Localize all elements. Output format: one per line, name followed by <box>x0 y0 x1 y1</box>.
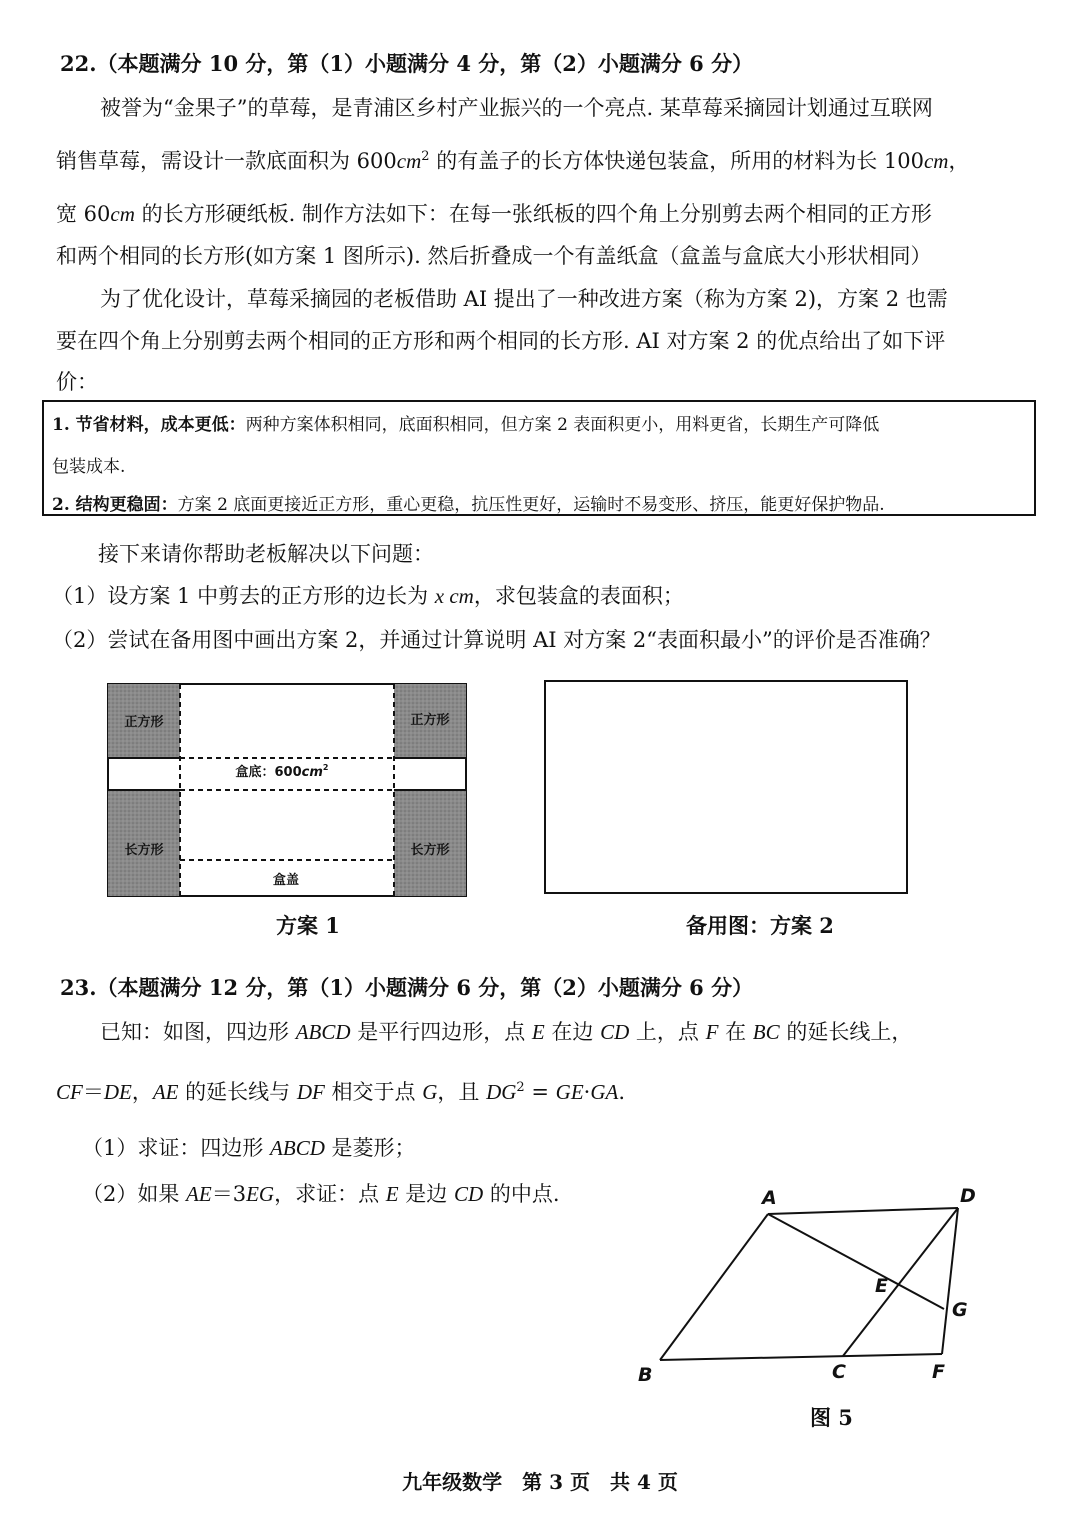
ai-eval-item-1 <box>52 410 879 435</box>
unit-cm: cm <box>444 584 474 608</box>
q22-text: 宽 60 <box>56 202 111 226</box>
q23-text: 在边 <box>544 1020 601 1044</box>
point-label-e: E <box>875 1275 888 1297</box>
variable-x: x <box>434 584 445 608</box>
label-box-lid: 盒盖 <box>272 873 300 888</box>
q23-sub2 <box>82 1178 560 1208</box>
q23-sub1 <box>82 1132 416 1162</box>
math-ae: AE <box>152 1080 179 1104</box>
q23-text: 的延长线与 <box>178 1080 297 1104</box>
q23-header <box>60 972 753 1002</box>
q22-text: 的有盖子的长方体快递包装盒，所用的材料为长 100 <box>429 149 924 173</box>
figure-5 <box>620 1176 1000 1436</box>
q22-p2-line1: 为了优化设计，草莓采摘园的老板借助 AI 提出了一种改进方案（称为方案 2)，方案 2 也需 <box>100 287 948 311</box>
q23-text: 的延长线上， <box>779 1020 913 1044</box>
segment-bf <box>660 1354 942 1360</box>
superscript: 2 <box>516 1080 525 1095</box>
math-abcd: ABCD <box>270 1136 325 1160</box>
plan1-caption: 方案 1 <box>276 913 340 938</box>
math-cd: CD <box>453 1182 484 1206</box>
math-dot: · <box>583 1080 591 1104</box>
math-e: E <box>385 1182 399 1206</box>
label-square-left: 正方形 <box>124 715 164 730</box>
plan2-blank-figure <box>544 680 908 894</box>
q22-text: ， <box>948 149 970 173</box>
q23-text: = <box>524 1080 556 1104</box>
math-de: DE <box>103 1080 132 1104</box>
q23-text: ＝ <box>82 1080 104 1104</box>
math-ga: GA <box>590 1080 619 1104</box>
q22-sub2: （2）尝试在备用图中画出方案 2，并通过计算说明 AI 对方案 2“表面积最小”的评价是否准确？ <box>52 628 941 652</box>
math-cd: CD <box>600 1020 630 1044</box>
math-df: DF <box>296 1080 325 1104</box>
label-square-right: 正方形 <box>410 713 450 728</box>
point-label-f: F <box>932 1361 945 1383</box>
math-ae: AE <box>186 1182 212 1206</box>
ai-eval-item-1-title: 1. 节省材料，成本更低： <box>52 415 246 435</box>
label-rect-left: 长方形 <box>124 843 164 858</box>
q22-number: 22. <box>60 51 97 76</box>
q23-sub2-text: 的中点. <box>483 1182 560 1206</box>
plan2-caption: 备用图：方案 2 <box>686 913 834 938</box>
figure-5-lines <box>660 1208 958 1360</box>
q23-text: ，且 <box>437 1080 487 1104</box>
unit-cm: cm <box>923 149 949 173</box>
point-label-g: G <box>952 1299 968 1321</box>
math-f: F <box>705 1020 719 1044</box>
q22-text: 销售草莓，需设计一款底面积为 600 <box>56 149 397 173</box>
segment-ab <box>660 1214 768 1360</box>
math-g: G <box>422 1080 438 1104</box>
math-bc: BC <box>752 1020 780 1044</box>
unit-cm: cm <box>396 149 422 173</box>
q22-header <box>60 48 753 78</box>
q22-score-info: （本题满分 10 分，第（1）小题满分 4 分，第（2）小题满分 6 分） <box>96 51 754 76</box>
q23-line2 <box>56 1076 625 1106</box>
q23-line1 <box>100 1016 912 1046</box>
q22-p2-line2: 要在四个角上分别剪去两个相同的正方形和两个相同的长方形. AI 对方案 2 的优点给出了如下评 <box>56 329 946 353</box>
ai-eval-item-1-cont: 包装成本. <box>52 457 126 477</box>
page-footer: 九年级数学 第 3 页 共 4 页 <box>402 1470 678 1494</box>
q23-text: 已知：如图，四边形 <box>100 1020 296 1044</box>
q23-text: 相交于点 <box>324 1080 423 1104</box>
q23-sub2-text: ，求证：点 <box>274 1182 386 1206</box>
q23-sub1-text: 是菱形； <box>324 1136 416 1160</box>
ai-evaluation-box <box>42 400 1036 516</box>
ai-eval-item-2-title: 2. 结构更稳固： <box>52 495 178 515</box>
q22-p1-line2 <box>56 145 969 175</box>
math-ge: GE <box>555 1080 584 1104</box>
point-label-d: D <box>960 1185 976 1207</box>
q23-sub2-text: （2）如果 <box>82 1182 187 1206</box>
math-eg: EG <box>246 1182 275 1206</box>
q22-sub1-text: （1）设方案 1 中剪去的正方形的边长为 <box>52 584 435 608</box>
q22-p1-line3 <box>56 198 932 228</box>
q23-sub2-text: ＝3 <box>211 1182 247 1206</box>
q22-p1-line1: 被誉为“金果子”的草莓，是青浦区乡村产业振兴的一个亮点. 某草莓采摘园计划通过互联网 <box>100 96 933 120</box>
math-cf: CF <box>56 1080 83 1104</box>
q22-p1-line4: 和两个相同的长方形(如方案 1 图所示). 然后折叠成一个有盖纸盒（盒盖与盒底大小形状相同） <box>56 244 932 268</box>
q23-sub2-text: 是边 <box>398 1182 454 1206</box>
q23-sub1-text: （1）求证：四边形 <box>82 1136 271 1160</box>
q23-score-info: （本题满分 12 分，第（1）小题满分 6 分，第（2）小题满分 6 分） <box>96 975 754 1000</box>
unit-cm: cm <box>110 202 135 226</box>
plan1-figure <box>100 678 472 900</box>
segment-df <box>942 1208 958 1354</box>
q23-text: ， <box>131 1080 153 1104</box>
point-label-b: B <box>638 1364 653 1386</box>
segment-dc <box>843 1208 958 1356</box>
label-rect-right: 长方形 <box>410 843 450 858</box>
label-box-bottom: 盒底：$600cm^2$ <box>235 763 329 780</box>
ai-eval-item-2 <box>52 490 885 515</box>
math-e: E <box>531 1020 545 1044</box>
q23-text: 上，点 <box>629 1020 706 1044</box>
q23-text: 在 <box>718 1020 753 1044</box>
segment-ad <box>768 1208 958 1214</box>
q22-sub1-text: ，求包装盒的表面积； <box>473 584 684 608</box>
math-abcd: ABCD <box>295 1020 351 1044</box>
point-label-a: A <box>762 1187 777 1209</box>
q22-p2-line3: 价： <box>56 370 98 394</box>
ai-eval-item-1-text: 两种方案体积相同，底面积相同，但方案 2 表面积更小，用料更省，长期生产可降低 <box>245 415 880 435</box>
q22-text: 的长方形硬纸板. 制作方法如下：在每一张纸板的四个角上分别剪去两个相同的正方形 <box>134 202 932 226</box>
q23-text: 是平行四边形，点 <box>350 1020 532 1044</box>
math-dg: DG <box>486 1080 517 1104</box>
q22-sub1 <box>52 580 684 610</box>
point-label-c: C <box>832 1361 846 1383</box>
q22-ask-intro: 接下来请你帮助老板解决以下问题： <box>98 542 434 566</box>
superscript: 2 <box>421 149 430 164</box>
q23-text: . <box>618 1080 626 1104</box>
q23-number: 23. <box>60 975 97 1000</box>
figure-5-caption: 图 5 <box>810 1405 853 1430</box>
ai-eval-item-2-text: 方案 2 底面更接近正方形，重心更稳，抗压性更好，运输时不易变形、挤压，能更好保护物品. <box>177 495 885 515</box>
